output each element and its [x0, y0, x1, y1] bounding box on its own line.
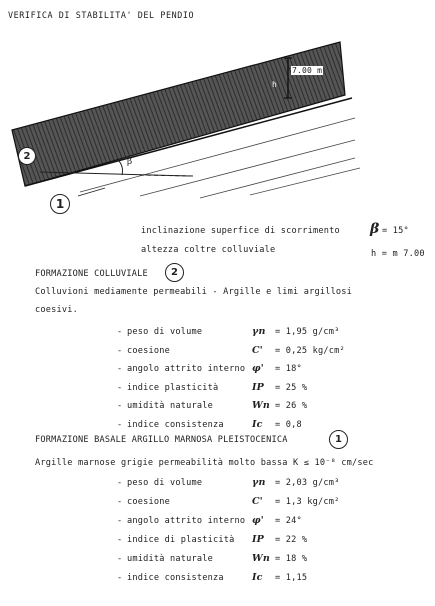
property-name: coesione — [127, 497, 170, 507]
property-value: = 0,8 — [275, 419, 302, 430]
property-name: indice consistenza — [127, 573, 224, 583]
marker-2: 2 — [18, 147, 36, 165]
bullet-dash: - — [117, 345, 123, 356]
property-name: indice di plasticità — [127, 535, 235, 545]
thickness-label: 7.00 m — [292, 66, 323, 75]
property-symbol: φ' — [252, 515, 264, 526]
colluviale-description-cont: coesivi. — [35, 305, 78, 315]
property-value: = 1,95 g/cm³ — [275, 327, 340, 337]
property-name: peso di volume — [127, 327, 203, 337]
property-value: = 18 % — [275, 554, 308, 564]
bullet-dash: - — [117, 478, 123, 488]
property-symbol: Ic — [252, 572, 263, 583]
bullet-dash: - — [117, 401, 123, 411]
property-symbol: Wn — [252, 400, 270, 411]
property-name: umidità naturale — [127, 401, 213, 411]
angle-arc — [118, 160, 123, 175]
bullet-dash: - — [117, 535, 123, 545]
property-symbol: IP — [252, 534, 264, 545]
basale-heading: FORMAZIONE BASALE ARGILLO MARNOSA PLEISTOCENICA — [35, 435, 288, 445]
property-name: angolo attrito interno — [127, 516, 246, 526]
colluviale-marker: 2 — [165, 263, 184, 282]
ground-line — [140, 140, 355, 196]
property-name: coesione — [127, 345, 170, 356]
page-title: VERIFICA DI STABILITA' DEL PENDIO — [8, 10, 195, 20]
property-value: = 26 % — [275, 401, 308, 411]
property-name: indice plasticità — [127, 382, 219, 393]
property-symbol: γn — [252, 326, 266, 337]
property-symbol: Ic — [252, 418, 263, 430]
ground-line — [250, 168, 360, 195]
property-value: = 1,3 kg/cm² — [275, 497, 340, 507]
slope-symbol: β — [370, 221, 380, 237]
marker-1: 1 — [50, 194, 70, 214]
property-name: peso di volume — [127, 478, 203, 488]
property-value: = 24° — [275, 516, 302, 526]
property-symbol: IP — [252, 381, 264, 393]
property-symbol: C' — [252, 496, 263, 507]
bullet-dash: - — [117, 364, 123, 374]
property-value: = 1,15 — [275, 573, 308, 583]
bullet-dash: - — [117, 573, 123, 583]
property-symbol: Wn — [252, 553, 270, 564]
slope-diagram — [0, 0, 435, 215]
bullet-dash: - — [117, 554, 123, 564]
height-value: h = m 7.00 — [371, 249, 425, 259]
property-symbol: φ' — [252, 363, 264, 374]
basale-marker: 1 — [329, 430, 348, 449]
bullet-dash: - — [117, 382, 123, 393]
property-symbol: γn — [252, 477, 266, 488]
bullet-dash: - — [117, 419, 123, 430]
property-name: indice consistenza — [127, 419, 224, 430]
bullet-dash: - — [117, 516, 123, 526]
property-symbol: C' — [252, 344, 263, 356]
ground-line — [200, 158, 355, 198]
bullet-dash: - — [117, 497, 123, 507]
height-label: altezza coltre colluviale — [141, 245, 276, 255]
property-name: umidità naturale — [127, 554, 213, 564]
slope-value: = 15° — [382, 226, 409, 236]
colluviale-description: Colluvioni mediamente permeabili - Argille e limi argillosi — [35, 287, 353, 297]
slope-label: inclinazione superfice di scorrimento — [141, 226, 340, 236]
basale-description: Argille marnose grigie permeabilità molto bassa K ≤ 10⁻⁸ cm/sec — [35, 458, 374, 468]
bullet-dash: - — [117, 327, 123, 337]
colluviale-heading: FORMAZIONE COLLUVIALE — [35, 269, 148, 279]
property-value: = 25 % — [275, 382, 308, 393]
property-name: angolo attrito interno — [127, 364, 246, 374]
h-label: h — [272, 80, 278, 89]
property-value: = 2,03 g/cm³ — [275, 478, 340, 488]
property-value: = 18° — [275, 364, 302, 374]
property-value: = 0,25 kg/cm² — [275, 345, 345, 356]
beta-label: β — [127, 157, 133, 167]
property-value: = 22 % — [275, 535, 308, 545]
